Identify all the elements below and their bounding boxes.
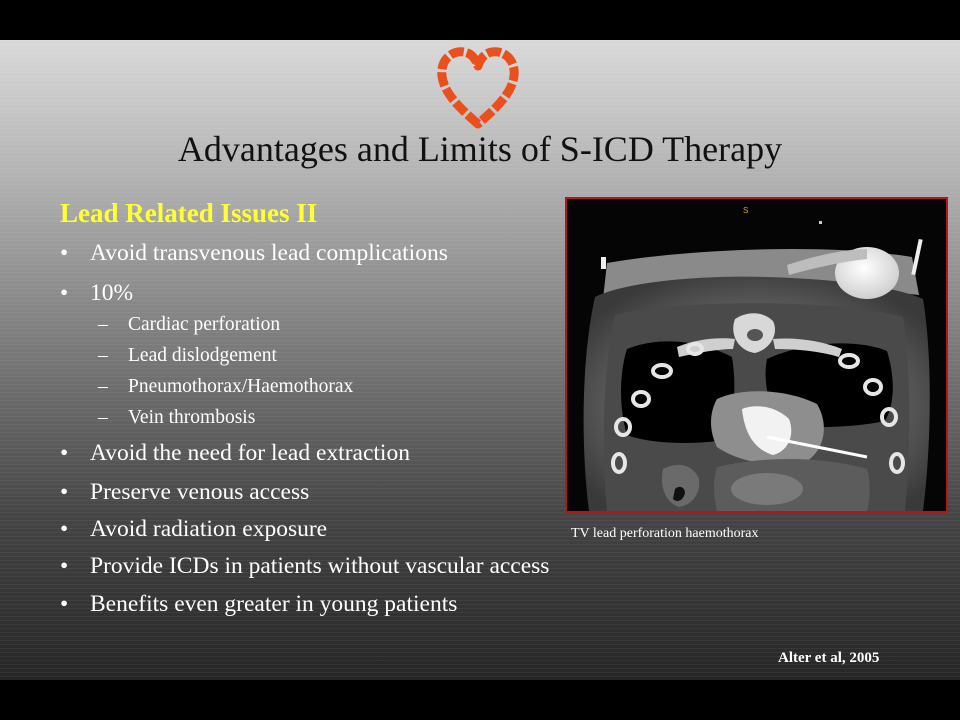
bullet-item	[60, 440, 410, 467]
sub-item	[98, 345, 277, 367]
bullet-item	[60, 479, 309, 506]
bullet-dot: •	[60, 479, 69, 505]
bullet-dot: •	[60, 280, 69, 306]
slide	[0, 40, 960, 680]
ct-scan-icon	[567, 199, 946, 511]
sub-text: Pneumothorax/Haemothorax	[128, 376, 354, 397]
bullet-text: Avoid transvenous lead complications	[90, 240, 448, 266]
bullet-text: Provide ICDs in patients without vascular access	[90, 553, 550, 579]
citation: Alter et al, 2005	[778, 650, 880, 666]
slide-title: Advantages and Limits of S-ICD Therapy	[177, 129, 783, 169]
ct-scan-image	[565, 197, 948, 513]
scan-marker: S	[743, 206, 749, 215]
bullet-item	[60, 516, 327, 543]
sub-text: Cardiac perforation	[128, 314, 281, 335]
bullet-dot: •	[60, 591, 69, 617]
sub-text: Vein thrombosis	[128, 407, 256, 428]
sub-item	[98, 314, 280, 336]
sub-item	[98, 376, 353, 398]
heart-logo-icon	[432, 42, 524, 134]
bullet-text: Preserve venous access	[90, 479, 310, 505]
bullet-item	[60, 553, 549, 580]
sub-dash: –	[98, 407, 108, 428]
bullet-dot: •	[60, 553, 69, 579]
bullet-text: Benefits even greater in young patients	[90, 591, 458, 617]
bullet-text: Avoid radiation exposure	[90, 516, 328, 542]
bullet-item	[60, 591, 457, 618]
bullet-text: Avoid the need for lead extraction	[90, 440, 410, 466]
image-caption: TV lead perforation haemothorax	[571, 526, 759, 541]
sub-dash: –	[98, 345, 108, 366]
sub-text: Lead dislodgement	[128, 345, 277, 366]
bullet-dot: •	[60, 516, 69, 542]
sub-dash: –	[98, 314, 108, 335]
bullet-dot: •	[60, 240, 69, 266]
bullet-dot: •	[60, 440, 69, 466]
bullet-text: 10%	[90, 280, 134, 306]
sub-dash: –	[98, 376, 108, 397]
sub-item	[98, 407, 255, 429]
bullet-item	[60, 280, 133, 307]
bullet-item	[60, 240, 448, 267]
slide-subtitle: Lead Related Issues II	[60, 198, 318, 228]
